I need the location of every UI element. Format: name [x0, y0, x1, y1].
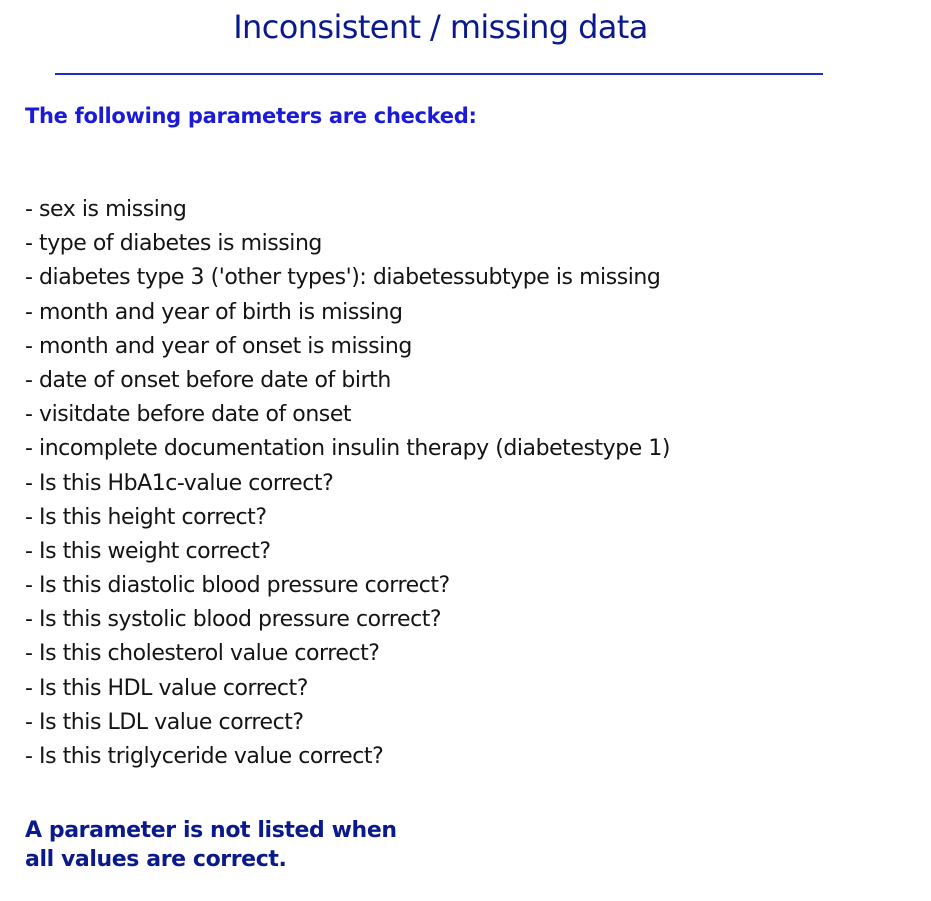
list-item: - Is this HbA1c-value correct? — [25, 470, 334, 496]
footer-note-line-2: all values are correct. — [25, 847, 287, 872]
footer-note-line-1: A parameter is not listed when — [25, 818, 397, 843]
list-item: - Is this weight correct? — [25, 538, 271, 564]
footer-note — [25, 816, 397, 874]
list-item: - sex is missing — [25, 197, 187, 222]
list-item: - type of diabetes is missing — [25, 231, 322, 257]
title-divider — [55, 73, 823, 75]
page-title: Inconsistent / missing data — [233, 8, 648, 46]
list-item: - Is this HDL value correct? — [25, 675, 308, 701]
list-item: - month and year of onset is missing — [25, 333, 412, 359]
list-item: - Is this systolic blood pressure correct? — [25, 607, 442, 633]
list-item: - date of onset before date of birth — [25, 367, 391, 393]
list-item: - incomplete documentation insulin therapy (diabetestype 1) — [25, 436, 671, 462]
list-item: - Is this triglyceride value correct? — [25, 744, 384, 769]
checked-parameters-list — [25, 193, 670, 774]
list-item: - Is this height correct? — [25, 504, 267, 530]
list-item: - month and year of birth is missing — [25, 299, 403, 325]
list-item: - Is this diastolic blood pressure correct? — [25, 573, 450, 599]
intro-heading: The following parameters are checked: — [25, 104, 477, 128]
list-item: - visitdate before date of onset — [25, 402, 352, 428]
list-item: - Is this LDL value correct? — [25, 709, 304, 735]
list-item: - diabetes type 3 ('other types'): diabetessubtype is missing — [25, 265, 661, 291]
list-item: - Is this cholesterol value correct? — [25, 641, 380, 667]
